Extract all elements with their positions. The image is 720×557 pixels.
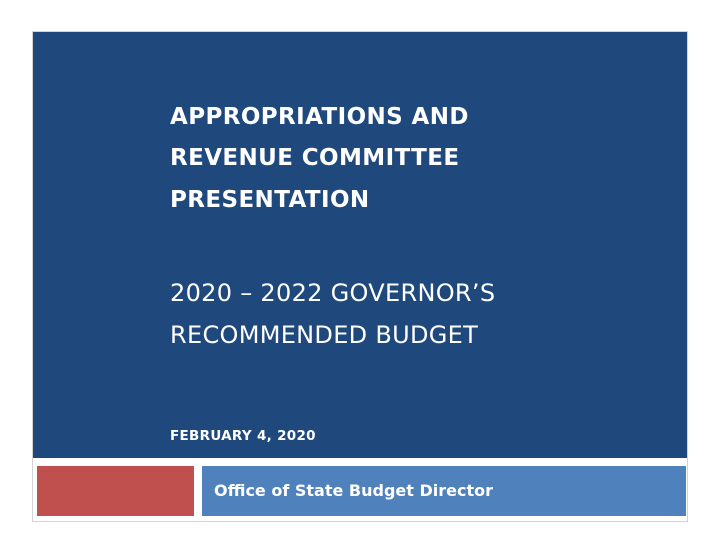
office-label: Office of State Budget Director bbox=[214, 481, 493, 500]
title-line-2: REVENUE COMMITTEE bbox=[170, 145, 460, 171]
title-panel bbox=[33, 32, 687, 458]
subtitle-line-2: RECOMMENDED BUDGET bbox=[170, 321, 479, 349]
subtitle-line-1: 2020 – 2022 GOVERNOR’S bbox=[170, 279, 496, 307]
title-line-3: PRESENTATION bbox=[170, 187, 370, 213]
title-line-1: APPROPRIATIONS AND bbox=[170, 104, 469, 130]
accent-bar-red bbox=[37, 466, 194, 516]
presentation-date: FEBRUARY 4, 2020 bbox=[170, 428, 316, 444]
